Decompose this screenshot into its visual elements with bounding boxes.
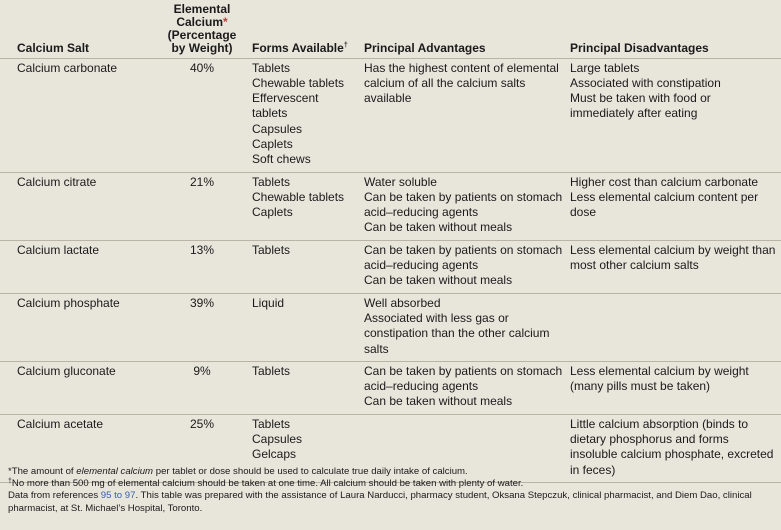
header-principal-disadvantages: Principal Disadvantages xyxy=(569,0,781,58)
cell-forms-available xyxy=(247,240,363,293)
cell-forms-available xyxy=(247,293,363,361)
form-item: Tablets xyxy=(252,242,291,257)
disadvantage-item: Little calcium absorption (binds to dietary phosphorus and forms insoluble calcium phosphate, excreted in feces) xyxy=(570,416,774,477)
header-elemental-line: (Percentage xyxy=(167,27,237,42)
form-item: Tablets xyxy=(252,60,291,75)
advantage-item: Can be taken by patients on stomach acid–reducing agents xyxy=(364,363,563,394)
form-item: Soft chews xyxy=(252,152,311,167)
advantage-item: Water soluble xyxy=(364,174,437,189)
footnote-elemental-calcium: *The amount of elemental calcium per tablet or dose should be used to calculate true daily intake of calcium. xyxy=(8,466,468,477)
table-header xyxy=(0,0,781,58)
form-item: Tablets xyxy=(252,174,291,189)
advantage-item: Associated with less gas or constipation than the other calcium salts xyxy=(364,310,550,356)
cell-elemental-percent: 9% xyxy=(157,361,247,414)
cell-elemental-percent: 25% xyxy=(157,414,247,482)
advantage-item: Can be taken without meals xyxy=(364,273,513,288)
cell-disadvantages xyxy=(569,58,781,172)
advantage-item: Can be taken without meals xyxy=(364,220,513,235)
cell-calcium-salt: Calcium gluconate xyxy=(0,361,157,414)
cell-advantages xyxy=(363,172,569,240)
advantage-item: Can be taken by patients on stomach acid–reducing agents xyxy=(364,242,563,273)
header-forms-available: Forms Available† xyxy=(247,0,363,58)
table-footnotes xyxy=(8,466,778,515)
table-row xyxy=(0,172,781,240)
reference-link[interactable]: 95 to 97 xyxy=(100,490,136,502)
disadvantage-item: Large tablets xyxy=(570,60,640,75)
cell-advantages xyxy=(363,58,569,172)
header-elemental-line: Elemental xyxy=(173,1,231,16)
cell-forms-available xyxy=(247,58,363,172)
cell-forms-available xyxy=(247,361,363,414)
form-item: Tablets xyxy=(252,363,291,378)
form-item: Capsules xyxy=(252,121,303,136)
cell-calcium-salt: Calcium citrate xyxy=(0,172,157,240)
table-row xyxy=(0,361,781,414)
form-item: Gelcaps xyxy=(252,447,297,462)
form-item: Tablets xyxy=(252,416,291,431)
cell-elemental-percent: 39% xyxy=(157,293,247,361)
cell-elemental-percent: 13% xyxy=(157,240,247,293)
header-elemental-calcium xyxy=(157,0,247,58)
cell-advantages xyxy=(363,361,569,414)
header-row xyxy=(0,0,781,58)
advantage-item: Can be taken without meals xyxy=(364,394,513,409)
advantage-item: Has the highest content of elemental calcium of all the calcium salts available xyxy=(364,60,559,106)
cell-advantages xyxy=(363,240,569,293)
form-item: Caplets xyxy=(252,205,293,220)
disadvantage-item: Associated with constipation xyxy=(570,75,721,90)
disadvantage-item: Must be taken with food or immediately after eating xyxy=(570,91,711,121)
cell-elemental-percent: 21% xyxy=(157,172,247,240)
table-body xyxy=(0,58,781,482)
disadvantage-item: Less elemental calcium by weight (many pills must be taken) xyxy=(570,363,749,394)
header-elemental-line: by Weight) xyxy=(171,40,233,55)
form-item: Caplets xyxy=(252,136,293,151)
form-item: Chewable tablets xyxy=(252,75,345,90)
header-elemental-line: Calcium* xyxy=(176,14,228,29)
cell-calcium-salt: Calcium phosphate xyxy=(0,293,157,361)
advantage-item: Can be taken by patients on stomach acid–reducing agents xyxy=(364,189,563,220)
cell-calcium-salt: Calcium carbonate xyxy=(0,58,157,172)
cell-disadvantages xyxy=(569,361,781,414)
form-item: Effervescent tablets xyxy=(252,91,319,121)
table-row xyxy=(0,240,781,293)
disadvantage-item: Less elemental calcium by weight than most other calcium salts xyxy=(570,242,776,273)
cell-calcium-salt: Calcium acetate xyxy=(0,414,157,482)
form-item: Chewable tablets xyxy=(252,189,345,204)
table-row xyxy=(0,293,781,361)
header-calcium-salt: Calcium Salt xyxy=(0,0,157,58)
form-item: Liquid xyxy=(252,295,285,310)
cell-forms-available xyxy=(247,172,363,240)
footnote-dagger-marker: † xyxy=(343,41,348,49)
cell-disadvantages xyxy=(569,172,781,240)
disadvantage-item: Less elemental calcium content per dose xyxy=(570,189,759,220)
footnote-asterisk-marker: * xyxy=(223,14,228,29)
table-row xyxy=(0,58,781,172)
disadvantage-item: Higher cost than calcium carbonate xyxy=(570,174,759,189)
footnote-dose-limit: †No more than 500 mg of elemental calcium should be taken at one time. All calcium should be taken with plenty of water. xyxy=(8,478,524,490)
cell-advantages xyxy=(363,293,569,361)
form-item: Capsules xyxy=(252,432,303,447)
cell-disadvantages xyxy=(569,293,781,361)
advantage-item: Well absorbed xyxy=(364,295,441,310)
footnote-source: Data from references 95 to 97. This table was prepared with the assistance of Laura Narducci, pharmacy student, Oksana Stepczuk, clinical pharmacist, and Diem Dao, clinical pharmacist, at St. Michael’s Hospital, Toronto. xyxy=(8,490,752,514)
cell-elemental-percent: 40% xyxy=(157,58,247,172)
cell-calcium-salt: Calcium lactate xyxy=(0,240,157,293)
cell-disadvantages xyxy=(569,240,781,293)
header-principal-advantages: Principal Advantages xyxy=(363,0,569,58)
